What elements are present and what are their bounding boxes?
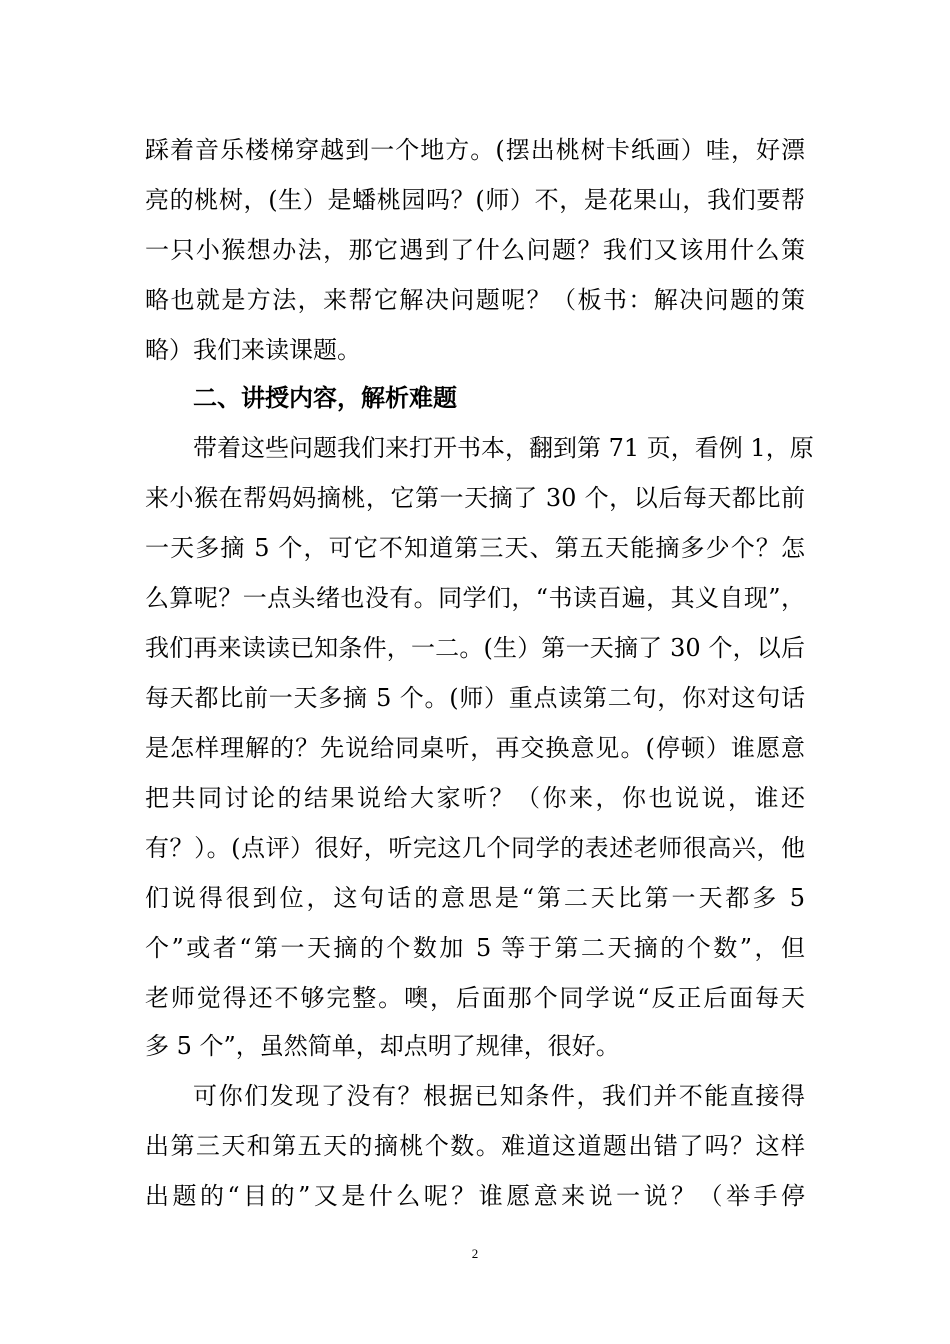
paragraph-2-line-12: 老师觉得还不够完整。噢，后面那个同学说“反正后面每天: [145, 984, 805, 1012]
paragraph-2-line-5: 我们再来读读已知条件，一二。(生）第一天摘了 30 个，以后: [145, 634, 805, 662]
paragraph-2-line-10: 们说得很到位，这句话的意思是“第二天比第一天都多 5: [145, 884, 805, 912]
page-number: 2: [471, 1246, 479, 1261]
section-heading: 二、讲授内容，解析难题: [193, 384, 457, 412]
paragraph-3-line-3: 出题的“目的”又是什么呢？谁愿意来说一说？（举手停: [145, 1182, 805, 1210]
paragraph-1-line-3: 一只小猴想办法，那它遇到了什么问题？我们又该用什么策: [145, 236, 805, 264]
paragraph-2-line-9: 有？）。(点评）很好，听完这几个同学的表述老师很高兴，他: [145, 834, 805, 862]
paragraph-2-line-11: 个”或者“第一天摘的个数加 5 等于第二天摘的个数”，但: [145, 934, 805, 962]
paragraph-3-line-2: 出第三天和第五天的摘桃个数。难道这道题出错了吗？这样: [145, 1132, 805, 1160]
paragraph-1-line-5: 略）我们来读课题。: [145, 336, 361, 364]
paragraph-2-line-3: 一天多摘 5 个，可它不知道第三天、第五天能摘多少个？怎: [145, 534, 805, 562]
paragraph-2-line-6: 每天都比前一天多摘 5 个。(师）重点读第二句，你对这句话: [145, 684, 805, 712]
paragraph-2-line-4: 么算呢？一点头绪也没有。同学们，“书读百遍，其义自现”，: [145, 584, 805, 612]
paragraph-3-line-1: 可你们发现了没有？根据已知条件，我们并不能直接得: [193, 1082, 805, 1110]
paragraph-2-line-13: 多 5 个”，虽然简单，却点明了规律，很好。: [145, 1032, 620, 1060]
paragraph-1-line-2: 亮的桃树，(生）是蟠桃园吗？(师）不，是花果山，我们要帮: [145, 186, 805, 214]
paragraph-2-line-2: 来小猴在帮妈妈摘桃，它第一天摘了 30 个，以后每天都比前: [145, 484, 805, 512]
paragraph-1-line-1: 踩着音乐楼梯穿越到一个地方。(摆出桃树卡纸画）哇，好漂: [145, 136, 805, 164]
paragraph-2-line-8: 把共同讨论的结果说给大家听？（你来，你也说说，谁还: [145, 784, 805, 812]
paragraph-1-line-4: 略也就是方法，来帮它解决问题呢？（板书：解决问题的策: [145, 286, 805, 314]
paragraph-2-line-7: 是怎样理解的？先说给同桌听，再交换意见。(停顿）谁愿意: [145, 734, 805, 762]
paragraph-2-line-1: 带着这些问题我们来打开书本，翻到第 71 页，看例 1，原: [193, 434, 814, 462]
